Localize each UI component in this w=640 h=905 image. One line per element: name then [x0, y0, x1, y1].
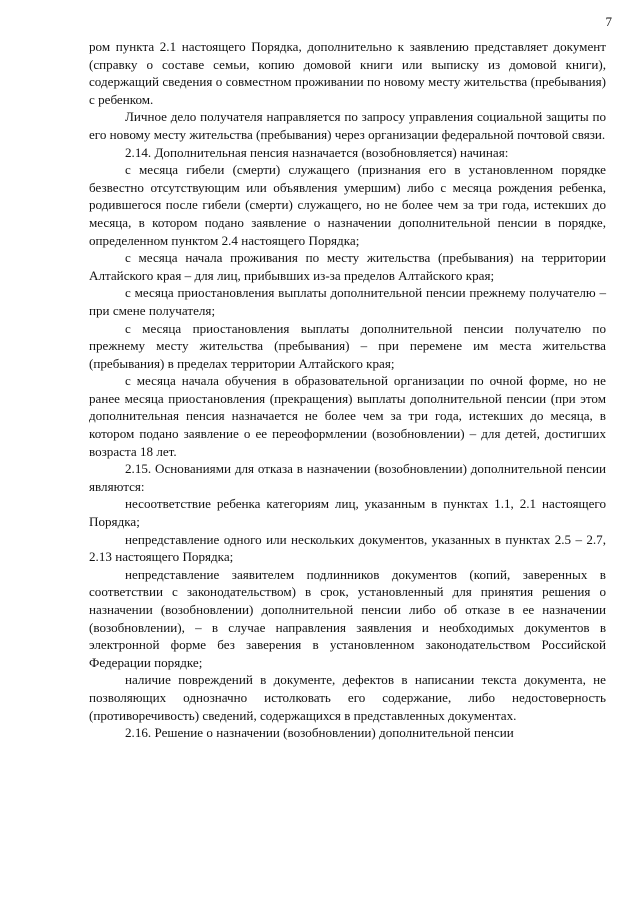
- paragraph: с месяца начала обучения в образовательной организации по очной форме, но не ранее месяца приостановления (прекращения) выплаты дополнительной пенсии (при этом дополнительная пенсия назначается не более чем за три года, истекших до месяца, в котором подано заявление о ее переоформлении (возобновлении) – для детей, достигших возраста 18 лет.: [89, 373, 606, 459]
- paragraph: ром пункта 2.1 настоящего Порядка, дополнительно к заявлению представляет документ (справку о составе семьи, копию домовой книги или выписку из домовой книги), содержащий сведения о совместном проживании по новому месту жительства (пребывания) с ребенком.: [89, 39, 606, 107]
- paragraph: несоответствие ребенка категориям лиц, указанным в пунктах 1.1, 2.1 настоящего Порядка;: [89, 496, 606, 530]
- paragraph: с месяца начала проживания по месту жительства (пребывания) на территории Алтайского края – для лиц, прибывших из-за пределов Алтайского края;: [89, 250, 606, 283]
- page-number: 7: [605, 14, 612, 29]
- paragraph: наличие повреждений в документе, дефектов в написании текста документа, не позволяющих однозначно истолковать его содержание, либо недостоверность (противоречивость) сведений, содержащихся в представленных документах.: [89, 672, 606, 723]
- paragraph: Личное дело получателя направляется по запросу управления социальной защиты по его новому месту жительства (пребывания) через организации федеральной почтовой связи.: [89, 109, 606, 142]
- section-heading-2-16: 2.16. Решение о назначении (возобновлении) дополнительной пенсии: [125, 725, 514, 741]
- paragraph: с месяца гибели (смерти) служащего (признания его в установленном порядке безвестно отсутствующим или объявления умершим) либо с месяца рождения ребенка, родившегося после гибели (смерти) служащего, но не более чем за три года, истекших до месяца, в котором подано заявление о назначении дополнительной пенсии в порядке, определенном пунктом 2.4 настоящего Порядка;: [89, 162, 606, 248]
- paragraph: непредставление одного или нескольких документов, указанных в пунктах 2.5 – 2.7, 2.13 настоящего Порядка;: [89, 531, 606, 565]
- section-heading-2-14: 2.14. Дополнительная пенсия назначается (возобновляется) начиная:: [125, 144, 509, 160]
- paragraph: с месяца приостановления выплаты дополнительной пенсии получателю по прежнему месту жительства (пребывания) – при перемене им места жительства (пребывания) в пределах территории Алтайского края;: [89, 320, 606, 371]
- paragraph: непредставление заявителем подлинников документов (копий, заверенных в соответствии с законодательством) в срок, установленный для принятия решения о назначении (возобновлении) дополнительной пенсии либо об отказе в ее назначении (возобновлении), – в случае направления заявления и необходимых документов в электронной форме без заверения в установленном законодательством Российской Федерации порядке;: [89, 566, 606, 670]
- document-body: [89, 38, 606, 742]
- paragraph: с месяца приостановления выплаты дополнительной пенсии прежнему получателю – при смене получателя;: [89, 285, 606, 318]
- section-heading-2-15: 2.15. Основаниями для отказа в назначении (возобновлении) дополнительной пенсии являются:: [89, 461, 606, 494]
